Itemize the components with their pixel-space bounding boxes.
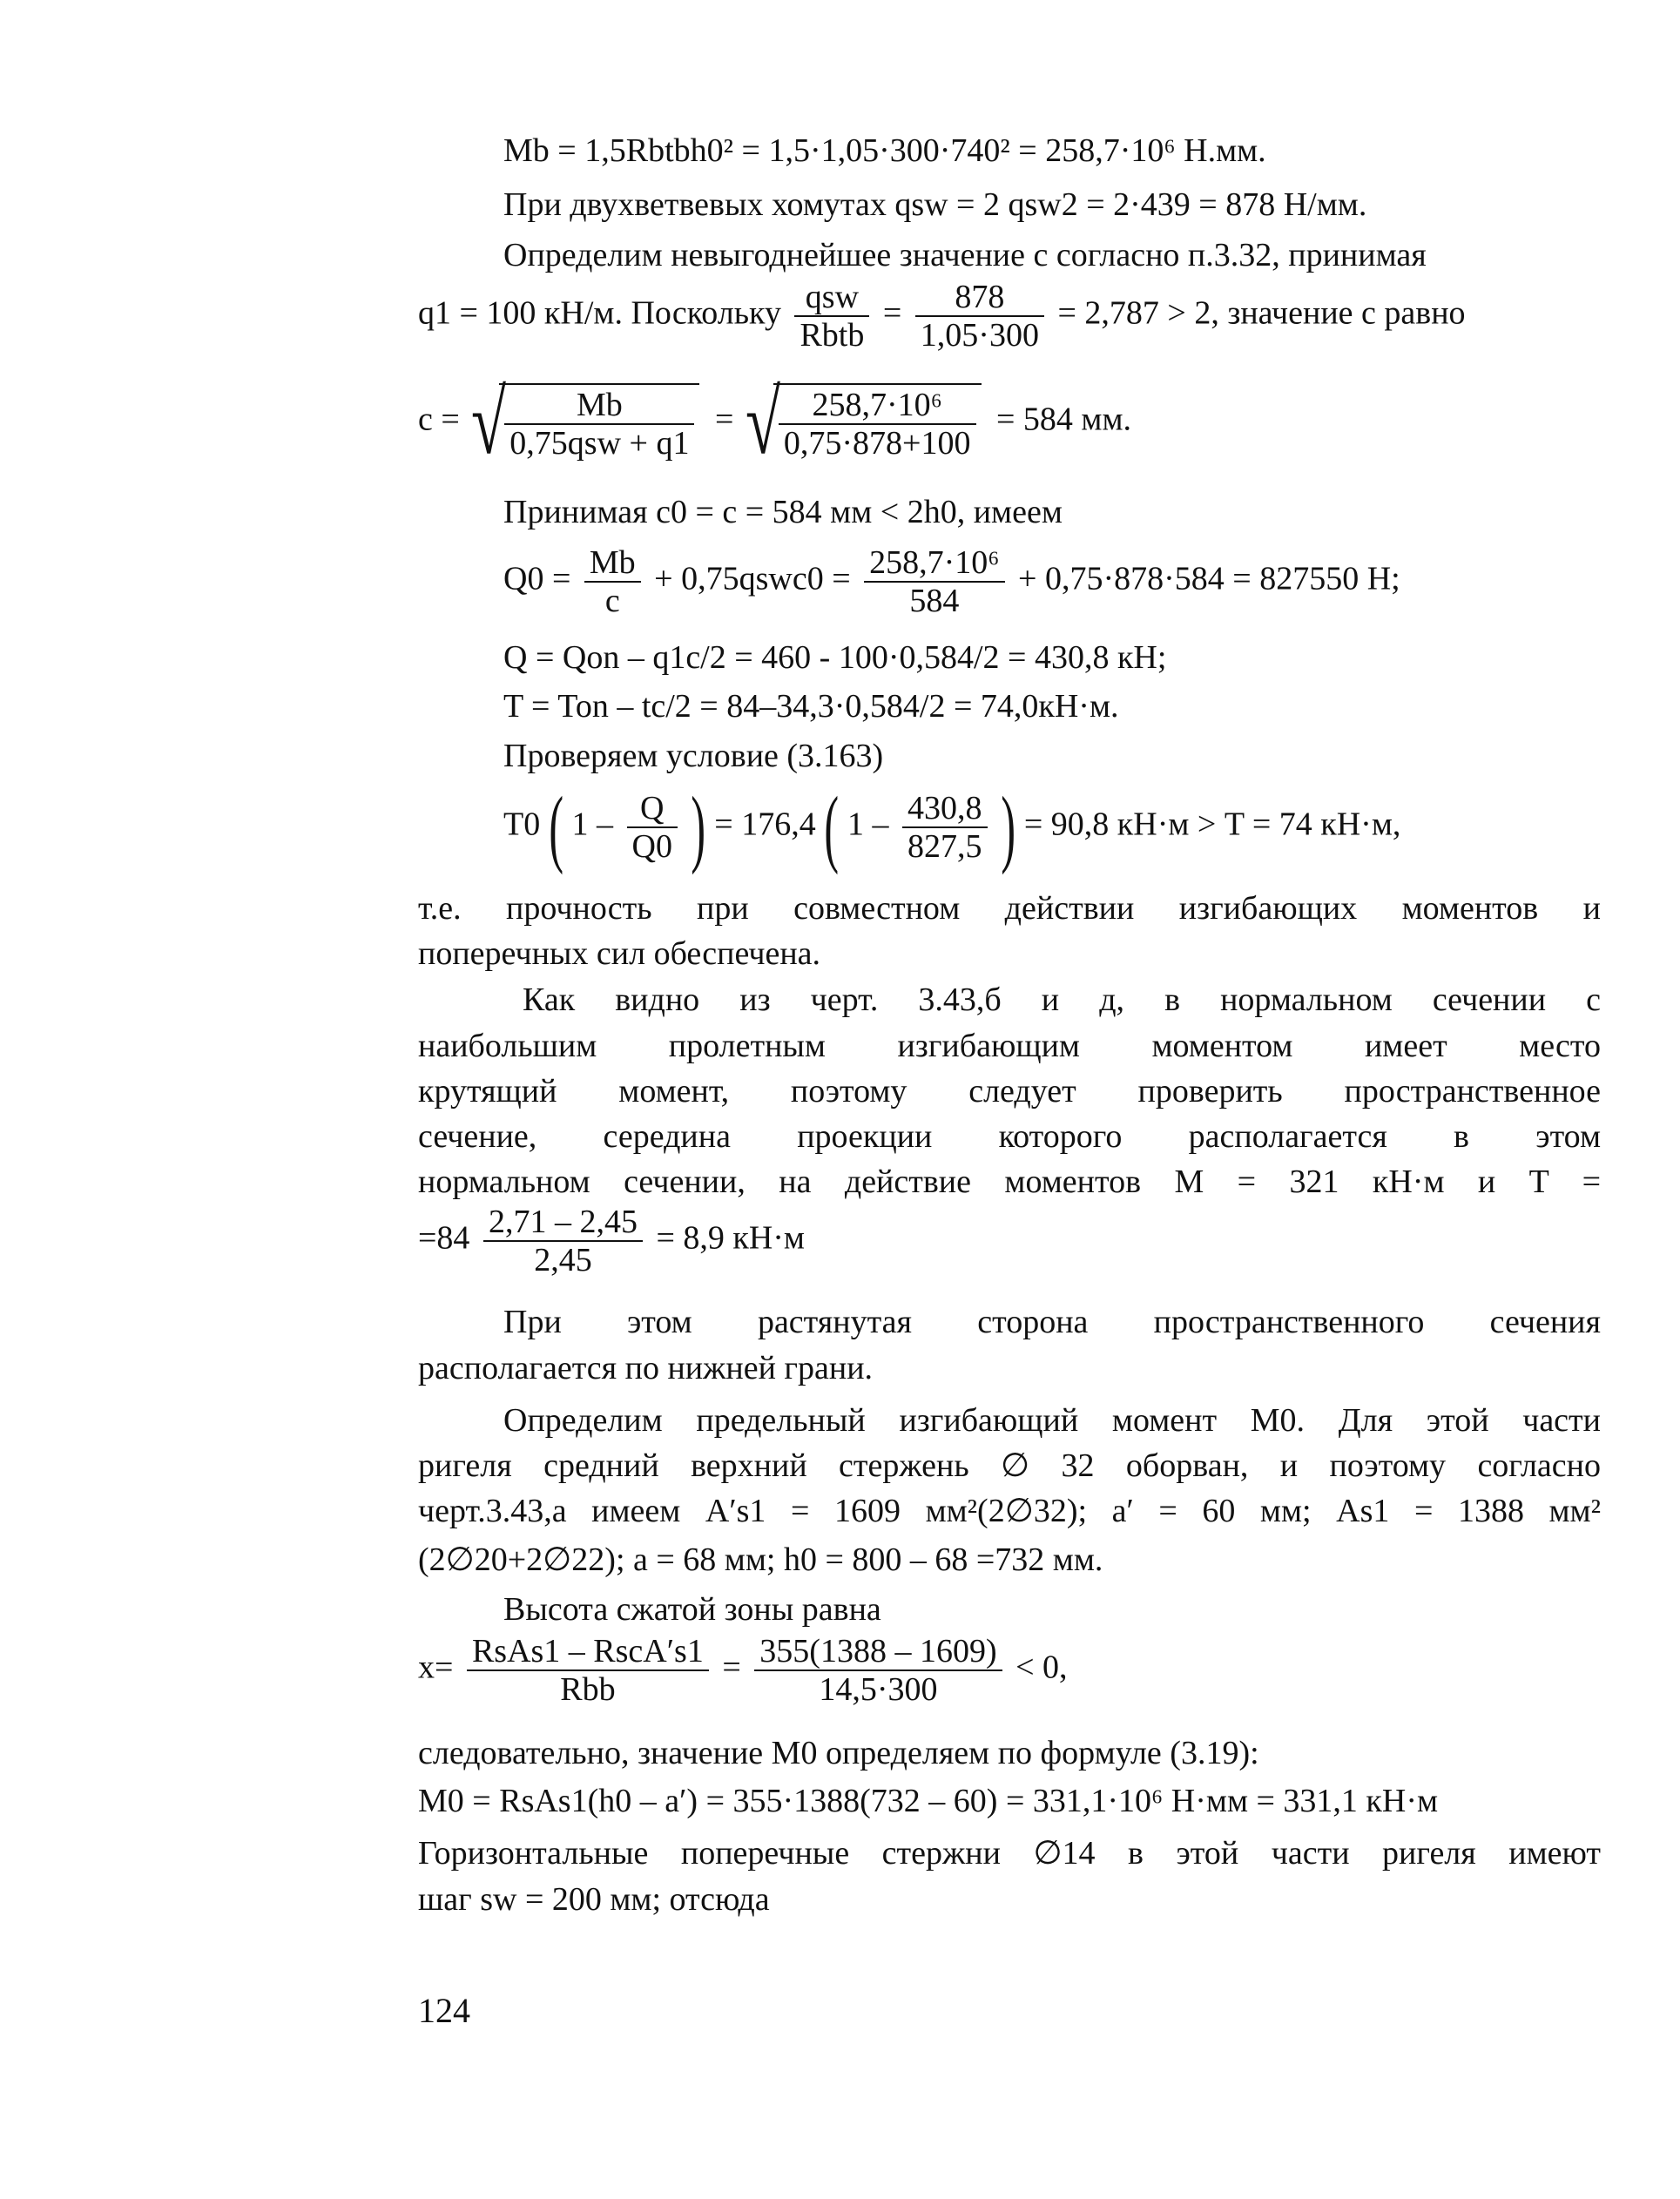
text-line bbox=[503, 1589, 881, 1629]
numerator: Mb bbox=[584, 544, 641, 583]
paragraph-line bbox=[418, 1071, 1601, 1111]
text: = bbox=[722, 1649, 741, 1686]
paragraph-line bbox=[418, 1540, 1103, 1580]
sqrt bbox=[749, 383, 982, 462]
text: = bbox=[714, 401, 734, 438]
formula-mb bbox=[503, 131, 1266, 171]
numerator: √ Mb bbox=[504, 387, 694, 425]
numerator: 878 bbox=[915, 279, 1044, 317]
text: сечение, середина проекции которого располагается в этом bbox=[418, 1118, 1601, 1155]
text: 1 – bbox=[847, 806, 889, 843]
text: Высота сжатой зоны равна bbox=[503, 1591, 881, 1628]
text: Q = Qon – q1c/2 = 460 - 100·0,584/2 = 430,8 кН; bbox=[503, 639, 1167, 676]
denominator: 584 bbox=[909, 583, 960, 619]
paragraph-line bbox=[418, 1116, 1601, 1157]
fraction bbox=[504, 387, 694, 462]
denominator: 2,45 bbox=[534, 1242, 592, 1278]
formula-q1-ratio bbox=[418, 279, 1466, 354]
text: При этом растянутая сторона пространственного сечения bbox=[503, 1304, 1601, 1340]
fraction bbox=[902, 790, 988, 865]
text: крутящий момент, поэтому следует проверить пространственное bbox=[418, 1073, 1601, 1110]
denominator: 827,5 bbox=[907, 828, 982, 865]
fraction bbox=[915, 279, 1044, 354]
paragraph-line bbox=[418, 1879, 770, 1919]
text: q1 = 100 кН/м. Поскольку bbox=[418, 294, 781, 332]
text: Как видно из черт. 3.43,б и д, в нормальном сечении с bbox=[523, 981, 1601, 1018]
text: располагается по нижней грани. bbox=[418, 1350, 874, 1386]
page-number: 124 bbox=[418, 1991, 470, 2030]
text: поперечных сил обеспечена. bbox=[418, 935, 821, 972]
formula-x bbox=[418, 1633, 1068, 1708]
text: = 8,9 кН·м bbox=[656, 1219, 805, 1257]
numerator: √ 258,7·10⁶ bbox=[779, 387, 976, 425]
numerator: RsAs1 – RscA′s1 bbox=[467, 1633, 709, 1671]
text: Определим невыгоднейшее значение c согласно п.3.32, принимая bbox=[503, 237, 1427, 273]
paragraph-line bbox=[418, 1348, 873, 1388]
text: + 0,75·878·584 = 827550 Н; bbox=[1018, 560, 1400, 597]
text: Q0 = bbox=[503, 560, 571, 597]
radicand bbox=[773, 383, 982, 462]
text: Определим предельный изгибающий момент M0. Для этой части bbox=[503, 1402, 1601, 1439]
text-line bbox=[503, 185, 1366, 225]
paragraph-line bbox=[418, 934, 820, 974]
denominator: c bbox=[604, 583, 620, 619]
text: + 0,75qswc0 = bbox=[654, 560, 851, 597]
fraction bbox=[483, 1204, 643, 1278]
text: нормальном сечении, на действие моментов M = 321 кН·м и T = bbox=[418, 1164, 1601, 1200]
text: ригеля средний верхний стержень ∅ 32 оборван, и поэтому согласно bbox=[418, 1447, 1601, 1484]
text: c = bbox=[418, 401, 460, 438]
text: При двухветвевых хомутах qsw = 2 qsw2 = 2·439 = 878 Н/мм. bbox=[503, 186, 1367, 223]
fraction bbox=[584, 544, 641, 619]
paren-open: ( bbox=[824, 779, 840, 875]
text: T = Ton – tc/2 = 84–34,3·0,584/2 = 74,0кН·м. bbox=[503, 688, 1119, 725]
fraction bbox=[779, 387, 976, 462]
formula-t-interp bbox=[418, 1204, 805, 1278]
paragraph-line bbox=[503, 1302, 1601, 1342]
numerator: qsw bbox=[794, 279, 869, 317]
formula-c bbox=[418, 383, 1131, 462]
formula-t bbox=[503, 686, 1119, 726]
paren-open: ( bbox=[549, 779, 563, 875]
text: шаг sw = 200 мм; отсюда bbox=[418, 1881, 770, 1918]
paren-close: ) bbox=[691, 779, 706, 875]
numerator: Q bbox=[627, 790, 678, 828]
fraction bbox=[794, 279, 869, 354]
text: 1 – bbox=[571, 806, 614, 843]
text: Горизонтальные поперечные стержни ∅14 в этой части ригеля имеют bbox=[418, 1835, 1601, 1872]
paragraph-line bbox=[418, 1026, 1601, 1066]
numerator: 258,7·10⁶ bbox=[864, 544, 1004, 583]
text: x= bbox=[418, 1649, 454, 1686]
numerator: 355(1388 – 1609) bbox=[754, 1633, 1002, 1671]
text: = 90,8 кН·м > T = 74 кН·м, bbox=[1023, 806, 1401, 843]
text: наибольшим пролетным изгибающим моментом имеет место bbox=[418, 1028, 1601, 1064]
denominator: 0,75qsw + q1 bbox=[509, 425, 690, 462]
text: < 0, bbox=[1015, 1649, 1068, 1686]
numerator: 2,71 – 2,45 bbox=[483, 1204, 643, 1242]
paragraph-line bbox=[418, 1162, 1601, 1202]
text: т.е. прочность при совместном действии изгибающих моментов и bbox=[418, 890, 1601, 927]
paren-close: ) bbox=[1001, 779, 1016, 875]
formula-q bbox=[503, 637, 1166, 678]
text: = 176,4 bbox=[714, 806, 816, 843]
formula-text: Mb = 1,5Rbtbh0² = 1,5·1,05·300·740² = 258,7·10⁶ Н.мм. bbox=[503, 132, 1266, 169]
paragraph-line bbox=[523, 980, 1601, 1020]
paragraph-line bbox=[418, 888, 1601, 928]
text: Принимая c0 = c = 584 мм < 2h0, имеем bbox=[503, 494, 1063, 530]
text: следовательно, значение M0 определяем по формуле (3.19): bbox=[418, 1735, 1259, 1771]
denominator: Q0 bbox=[631, 828, 672, 865]
sqrt bbox=[475, 383, 699, 462]
text: = 2,787 > 2, значение c равно bbox=[1057, 294, 1466, 332]
formula-t0-check bbox=[503, 779, 1401, 875]
denominator: 14,5·300 bbox=[819, 1671, 938, 1708]
text-line bbox=[503, 492, 1063, 532]
formula-m0 bbox=[418, 1781, 1438, 1821]
paragraph-line bbox=[418, 1833, 1601, 1873]
paragraph-line bbox=[418, 1491, 1601, 1531]
numerator: 430,8 bbox=[902, 790, 988, 828]
text-line bbox=[503, 235, 1427, 275]
text: T0 bbox=[503, 806, 541, 843]
text: =84 bbox=[418, 1219, 470, 1257]
text: черт.3.43,а имеем A′s1 = 1609 мм²(2∅32); a′ = 60 мм; As1 = 1388 мм² bbox=[418, 1493, 1601, 1529]
text: = bbox=[882, 294, 902, 332]
denominator: Rbb bbox=[560, 1671, 616, 1708]
text: M0 = RsAs1(h0 – a′) = 355·1388(732 – 60) = 331,1·10⁶ Н·мм = 331,1 кН·м bbox=[418, 1783, 1439, 1819]
text-line bbox=[503, 736, 883, 776]
fraction bbox=[864, 544, 1004, 619]
denominator: 1,05·300 bbox=[920, 317, 1039, 354]
text-line bbox=[418, 1733, 1259, 1773]
paragraph-line bbox=[503, 1400, 1601, 1440]
denominator: 0,75·878+100 bbox=[783, 425, 971, 462]
fraction bbox=[754, 1633, 1002, 1708]
fraction bbox=[467, 1633, 709, 1708]
text: (2∅20+2∅22); a = 68 мм; h0 = 800 – 68 =732 мм. bbox=[418, 1541, 1103, 1578]
text: Проверяем условие (3.163) bbox=[503, 738, 884, 774]
denominator: Rbtb bbox=[800, 317, 865, 354]
radicand bbox=[499, 383, 699, 462]
text: = 584 мм. bbox=[996, 401, 1132, 438]
formula-q0 bbox=[503, 544, 1400, 619]
paragraph-line bbox=[418, 1446, 1601, 1486]
fraction bbox=[627, 790, 678, 865]
